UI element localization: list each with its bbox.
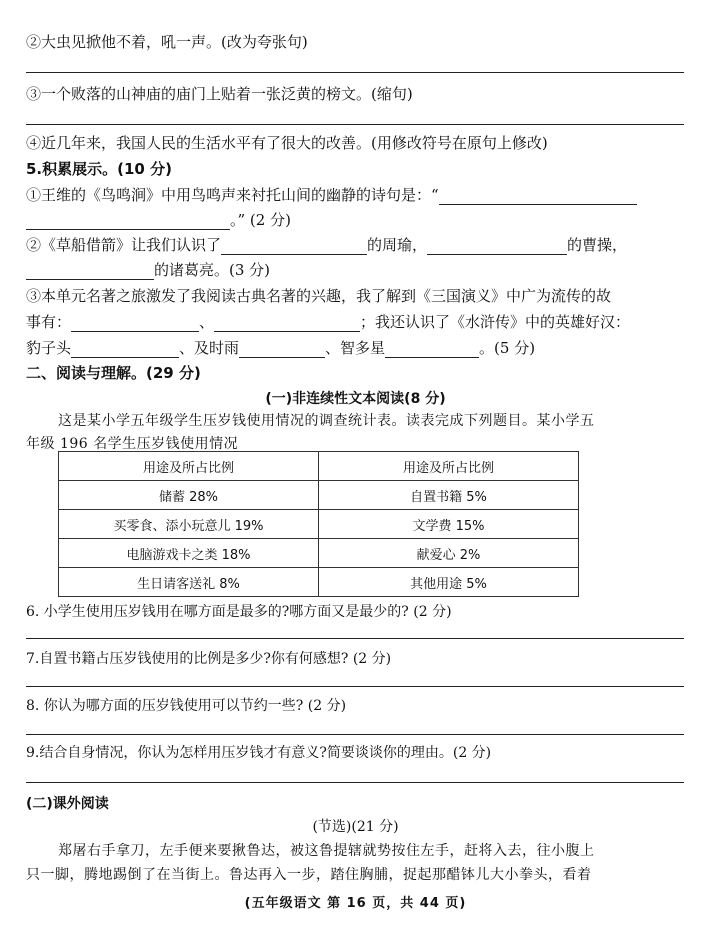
table-cell: 其他用途 5% <box>319 568 579 597</box>
answer-blank[interactable] <box>385 341 479 358</box>
q5-2-line1 <box>26 234 627 255</box>
table-cell: 文学费 15% <box>319 510 579 539</box>
q5-2-text: 的曹操， <box>567 236 628 254</box>
part-2-heading: 二、阅读与理解。(29 分) <box>26 364 201 382</box>
table-cell: 电脑游戏卡之类 18% <box>59 539 319 568</box>
answer-line <box>26 686 684 687</box>
answer-line <box>26 734 684 735</box>
table-row <box>59 510 579 539</box>
question-7: 7.自置书籍占压岁钱使用的比例是多少?你有何感想? (2 分) <box>26 651 392 667</box>
answer-line <box>26 638 684 639</box>
question-6: 6. 小学生使用压岁钱用在哪方面是最多的?哪方面又是最少的? (2 分) <box>26 604 452 620</box>
table-row <box>59 539 579 568</box>
answer-blank[interactable] <box>26 263 154 280</box>
sentence-3: ③一个败落的山神庙的庙门上贴着一张泛黄的榜文。(缩句) <box>26 85 413 103</box>
section-5-heading: 5.积累展示。(10 分) <box>26 160 172 178</box>
table-header: 用途及所占比例 <box>319 452 579 481</box>
survey-table <box>58 451 579 597</box>
answer-blank[interactable] <box>239 341 325 358</box>
q5-2-line2 <box>26 259 270 280</box>
question-9: 9.结合自身情况，你认为怎样用压岁钱才有意义?简要谈谈你的理由。(2 分) <box>26 745 492 761</box>
table-cell: 献爱心 2% <box>319 539 579 568</box>
q5-2-text: 的诸葛亮。(3 分) <box>154 261 271 279</box>
intro-line-2: 年级 196 名学生压岁钱使用情况 <box>26 436 239 452</box>
q5-3-line2 <box>26 311 630 332</box>
answer-blank[interactable] <box>221 238 367 255</box>
sentence-2: ②大虫见掀他不着，吼一声。(改为夸张句) <box>26 33 308 51</box>
q5-2-text: 的周瑜， <box>367 236 428 254</box>
q5-3-text: 事有： <box>26 313 72 331</box>
passage-line-1: 郑屠右手拿刀，左手便来要揪鲁达，被这鲁提辖就势按住左手，赶将入去，往小腹上 <box>58 843 595 859</box>
answer-line <box>26 72 684 73</box>
q5-1-line1 <box>26 184 637 205</box>
q5-3-line1: ③本单元名著之旅激发了我阅读古典名著的兴趣，我了解到《三国演义》中广为流传的故 <box>26 287 612 305</box>
answer-blank[interactable] <box>71 315 199 332</box>
intro-line-1: 这是某小学五年级学生压岁钱使用情况的调查统计表。读表完成下列题目。某小学五 <box>58 413 595 429</box>
q5-3-text: 、 <box>199 313 215 331</box>
q5-3-text: 。(5 分) <box>479 339 536 357</box>
table-cell: 储蓄 28% <box>59 481 319 510</box>
table-row <box>59 481 579 510</box>
answer-line <box>26 124 684 125</box>
answer-blank[interactable] <box>26 213 230 230</box>
table-cell: 买零食、添小玩意儿 19% <box>59 510 319 539</box>
q5-3-text: 豹子头 <box>26 339 72 357</box>
answer-blank[interactable] <box>439 188 637 205</box>
answer-blank[interactable] <box>214 315 360 332</box>
sub-2-title: (二)课外阅读 <box>26 796 109 812</box>
question-8: 8. 你认为哪方面的压岁钱使用可以节约一些? (2 分) <box>26 698 347 714</box>
table-header: 用途及所占比例 <box>59 452 319 481</box>
passage-title: (节选)(21 分) <box>312 819 399 835</box>
table-cell: 自置书籍 5% <box>319 481 579 510</box>
q5-1-end: 。” (2 分) <box>230 211 291 229</box>
q5-1-text: ①王维的《鸟鸣涧》中用鸟鸣声来衬托山间的幽静的诗句是：“ <box>26 186 439 204</box>
q5-1-line2 <box>26 209 291 230</box>
q5-3-line3 <box>26 337 535 358</box>
answer-line <box>26 782 684 783</box>
passage-line-2: 只一脚，腾地踢倒了在当街上。鲁达再入一步，踏住胸脯，捉起那醋钵儿大小拳头，看着 <box>26 867 592 883</box>
q5-3-text: 、智多星 <box>325 339 386 357</box>
table-row <box>59 568 579 597</box>
q5-3-text: ；我还认识了《水浒传》中的英雄好汉： <box>360 313 631 331</box>
sentence-4: ④近几年来，我国人民的生活水平有了很大的改善。(用修改符号在原句上修改) <box>26 134 548 152</box>
table-header-row <box>59 452 579 481</box>
answer-blank[interactable] <box>427 238 567 255</box>
sub-1-title: (一)非连续性文本阅读(8 分) <box>265 391 446 407</box>
table-cell: 生日请客送礼 8% <box>59 568 319 597</box>
page-footer: (五年级语文 第 16 页，共 44 页) <box>244 896 467 911</box>
q5-3-text: 、及时雨 <box>179 339 240 357</box>
q5-2-text: ②《草船借箭》让我们认识了 <box>26 236 222 254</box>
answer-blank[interactable] <box>71 341 179 358</box>
